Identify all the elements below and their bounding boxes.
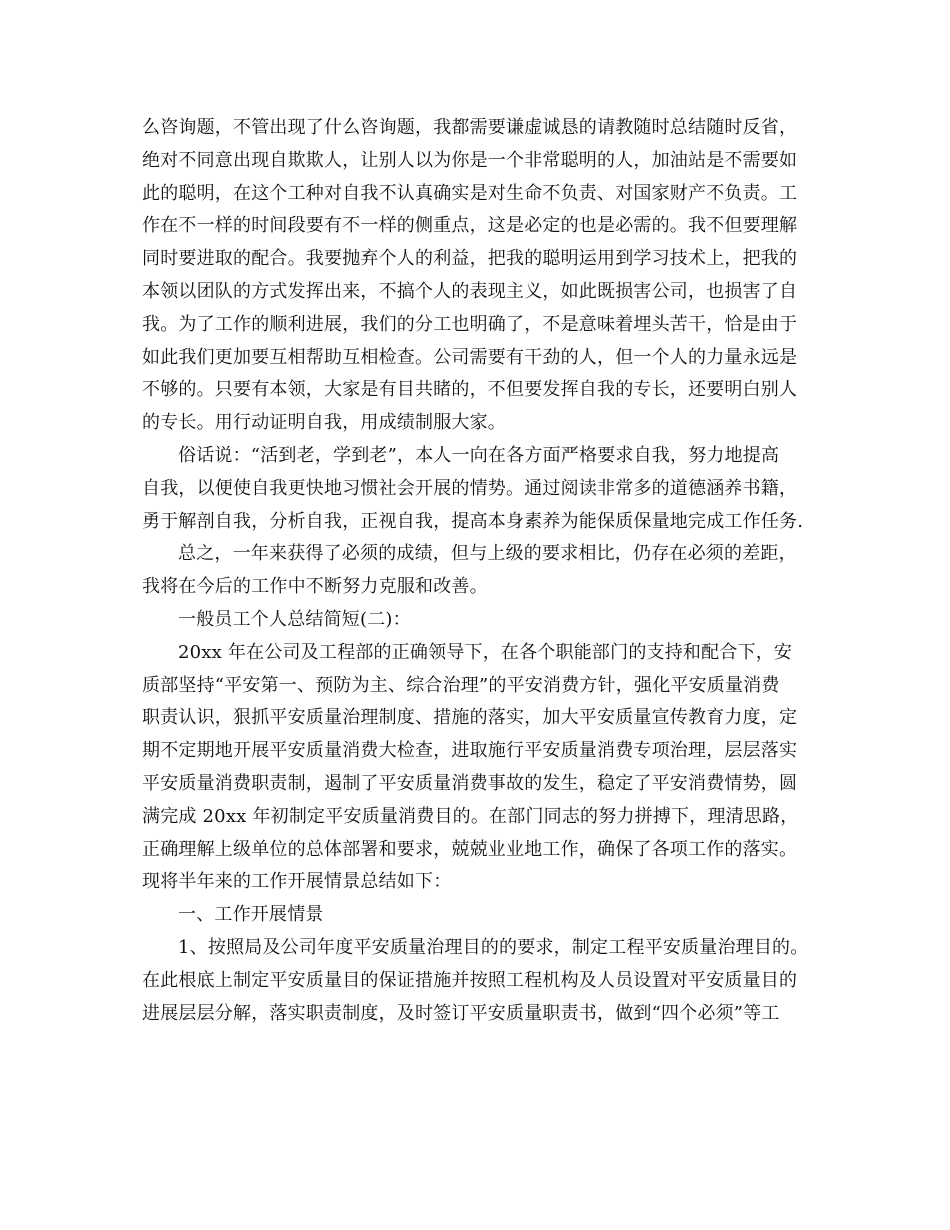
text-line: 现将半年来的工作开展情景总结如下： [142,871,452,893]
text-line: 职责认识，狠抓平安质量治理制度、措施的落实，加大平安质量宣传教育力度，定 [142,707,798,729]
paragraph-start-line: 俗话说：“活到老，学到老”，本人一向在各方面严格要求自我，努力地提高 [178,444,780,466]
text-line: 我将在今后的工作中不断努力克服和改善。 [142,576,488,598]
text-line: 我。为了工作的顺利进展，我们的分工也明确了，不是意味着埋头苦干，恰是由于 [142,313,798,335]
text-line: 期不定期地开展平安质量消费大检查，进取施行平安质量消费专项治理，层层落实 [142,740,798,762]
text-line: 么咨询题，不管出现了什么咨询题，我都需要谦虚诚恳的请教随时总结随时反省， [142,117,798,138]
document-body [142,112,817,1030]
paragraph-start-line: 20xx 年在公司及工程部的正确领导下，在各个职能部门的支持和配合下，安 [178,641,793,663]
paragraph-start-line: 1、按照局及公司年度平安质量治理目的的要求，制定工程平安质量治理目的。 [178,936,809,958]
text-line: 平安质量消费职责制，遏制了平安质量消费事故的发生，稳定了平安消费情势，圆 [142,772,798,794]
paragraph-start-line: 总之，一年来获得了必须的成绩，但与上级的要求相比，仍存在必须的差距， [178,543,797,565]
text-line: 如此我们更加要互相帮助互相检查。公司需要有干劲的人，但一个人的力量永远是 [142,346,798,368]
text-line: 本领以团队的方式发挥出来，不搞个人的表现主义，如此既损害公司，也损害了自 [142,280,798,302]
text-line: 进展层层分解，落实职责制度，及时签订平安质量职责书，做到“四个必须”等工 [142,1002,780,1024]
text-line: 的专长。用行动证明自我，用成绩制服大家。 [142,412,506,434]
text-line: 质部坚持“平安第一、预防为主、综合治理”的平安消费方针，强化平安质量消费 [142,674,780,696]
text-line: 正确理解上级单位的总体部署和要求，兢兢业业地工作，确保了各项工作的落实。 [142,838,798,860]
text-line: 在此根底上制定平安质量目的保证措施并按照工程机构及人员设置对平安质量目的 [142,969,798,991]
text-line: 绝对不同意出现自欺欺人，让别人以为你是一个非常聪明的人，加油站是不需要如 [142,149,798,171]
section-heading: 一般员工个人总结简短(二)： [178,608,411,630]
text-line: 满完成 20xx 年初制定平安质量消费目的。在部门同志的努力拼搏下，理清思路， [142,805,799,827]
text-line: 同时要进取的配合。我要抛弃个人的利益，把我的聪明运用到学习技术上，把我的 [142,248,798,270]
text-line: 不够的。只要有本领，大家是有目共睹的，不但要发挥自我的专长，还要明白别人 [142,379,798,401]
text-line: 作在不一样的时间段要有不一样的侧重点，这是必定的也是必需的。我不但要理解 [142,215,798,237]
text-line: 勇于解剖自我，分析自我，正视自我，提高本身素养为能保质保量地完成工作任务. [142,510,804,532]
text-line: 此的聪明，在这个工种对自我不认真确实是对生命不负责、对国家财产不负责。工 [142,182,798,204]
text-line: 自我，以便使自我更快地习惯社会开展的情势。通过阅读非常多的道德涵养书籍， [142,477,798,499]
section-heading: 一、工作开展情景 [178,904,324,926]
